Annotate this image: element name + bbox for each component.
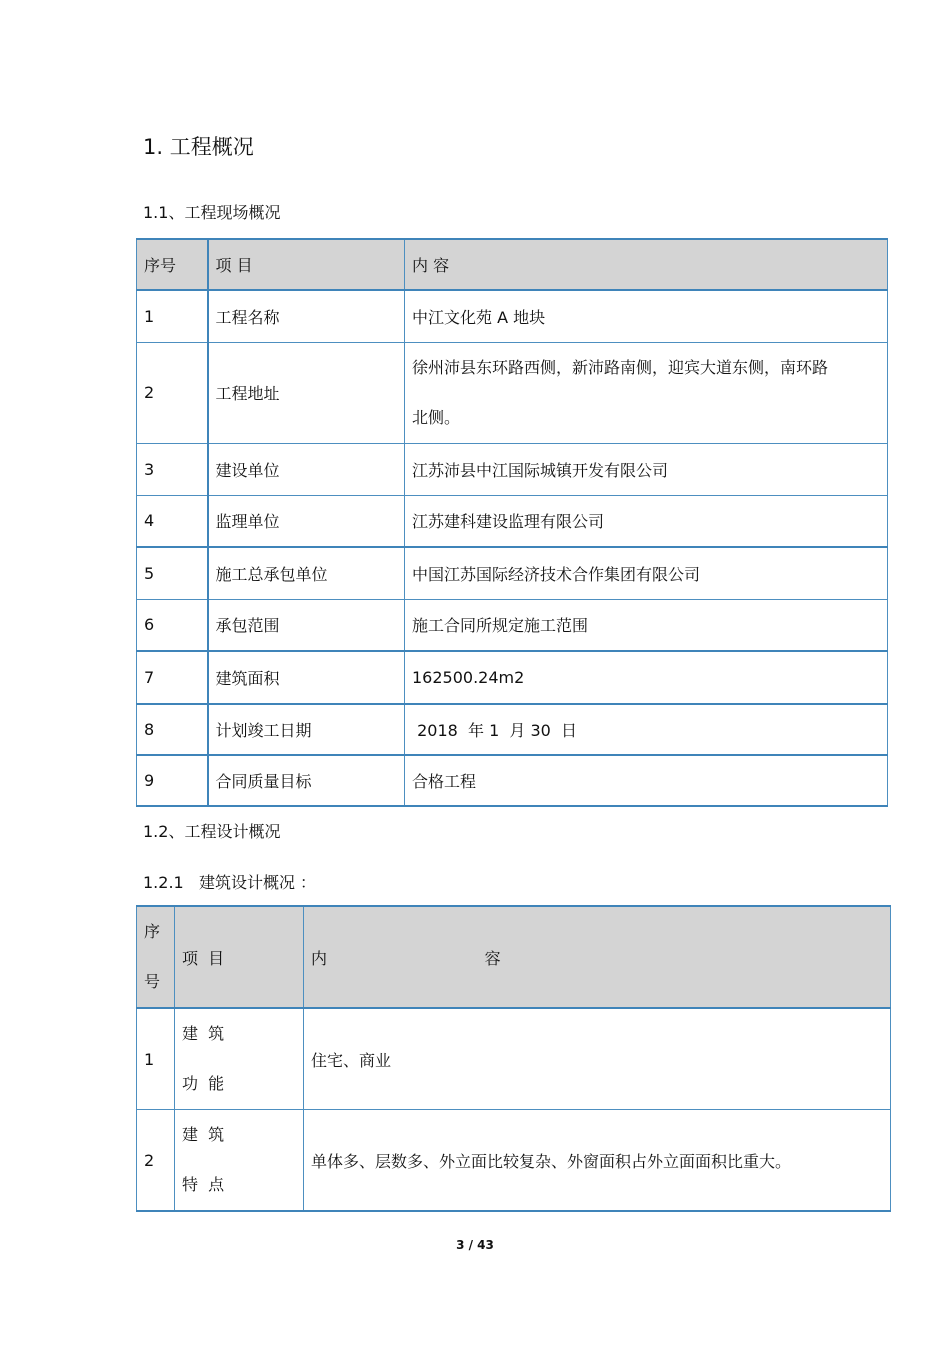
row-item-line1: 建 筑: [182, 1125, 225, 1144]
row-content: 162500.24m2: [405, 651, 888, 704]
site-overview-table: [136, 238, 888, 807]
row-content: 住宅、商业: [304, 1008, 891, 1110]
table-row: [137, 651, 888, 704]
row-item: 工程地址: [208, 342, 405, 443]
row-content: 施工合同所规定施工范围: [405, 599, 888, 651]
section-heading-1-1: 1.1、工程现场概况: [143, 203, 281, 222]
table-row: [137, 342, 888, 443]
row-content: 2018 年 1 月 30 日: [405, 704, 888, 755]
row-no: 9: [137, 755, 208, 806]
table-row: [137, 495, 888, 547]
architecture-design-table: [136, 905, 891, 1212]
page-heading: 1. 工程概况: [143, 135, 254, 159]
table-row: [137, 290, 888, 342]
row-no: 5: [137, 547, 208, 599]
row-item: 承包范围: [208, 599, 405, 651]
header-cell-content: 内 容: [405, 239, 888, 290]
header-no-line2: 号: [144, 972, 161, 991]
table-row: [137, 547, 888, 599]
header-cell-item: 项 目: [175, 906, 304, 1008]
header-cell-item: 项 目: [208, 239, 405, 290]
section-heading-1-2-1: 1.2.1 建筑设计概况 ：: [143, 873, 317, 892]
row-no: 3: [137, 443, 208, 495]
header-cell-no: 序号: [137, 239, 208, 290]
row-item-line2: 特 点: [182, 1175, 225, 1194]
row-content: 中国江苏国际经济技术合作集团有限公司: [405, 547, 888, 599]
table-row: [137, 1008, 891, 1110]
table-row: [137, 443, 888, 495]
table-header-row: [137, 239, 888, 290]
row-item: 计划竣工日期: [208, 704, 405, 755]
row-no: 2: [137, 342, 208, 443]
row-item: 建设单位: [208, 443, 405, 495]
table-row: [137, 599, 888, 651]
section-heading-1-2: 1.2、工程设计概况: [143, 822, 281, 841]
row-content: 徐州沛县东环路西侧，新沛路南侧，迎宾大道东侧，南环路北侧。: [405, 342, 888, 443]
row-item-line2: 功 能: [182, 1074, 225, 1093]
row-content: 合格工程: [405, 755, 888, 806]
row-no: 4: [137, 495, 208, 547]
header-no-line1: 序: [144, 922, 161, 941]
row-content: 中江文化苑 A 地块: [405, 290, 888, 342]
row-item: 工程名称: [208, 290, 405, 342]
table-header-row: [137, 906, 891, 1008]
row-no: 6: [137, 599, 208, 651]
row-item: 合同质量目标: [208, 755, 405, 806]
row-no: 8: [137, 704, 208, 755]
row-item: 建筑面积: [208, 651, 405, 704]
header-cell-no: [137, 906, 175, 1008]
table-row: [137, 1110, 891, 1212]
table-row: [137, 704, 888, 755]
row-item: 施工总承包单位: [208, 547, 405, 599]
row-content: 单体多、层数多、外立面比较复杂、外窗面积占外立面面积比重大。: [304, 1110, 891, 1212]
row-item-line1: 建 筑: [182, 1024, 225, 1043]
row-content: 江苏沛县中江国际城镇开发有限公司: [405, 443, 888, 495]
row-item: [175, 1008, 304, 1110]
table-row: [137, 755, 888, 806]
row-no: 2: [137, 1110, 175, 1212]
row-item: [175, 1110, 304, 1212]
row-no: 1: [137, 290, 208, 342]
header-cell-content: 内 容: [304, 906, 891, 1008]
row-content: 江苏建科建设监理有限公司: [405, 495, 888, 547]
row-no: 7: [137, 651, 208, 704]
row-item: 监理单位: [208, 495, 405, 547]
row-no: 1: [137, 1008, 175, 1110]
page-number: 3 / 43: [456, 1238, 494, 1252]
